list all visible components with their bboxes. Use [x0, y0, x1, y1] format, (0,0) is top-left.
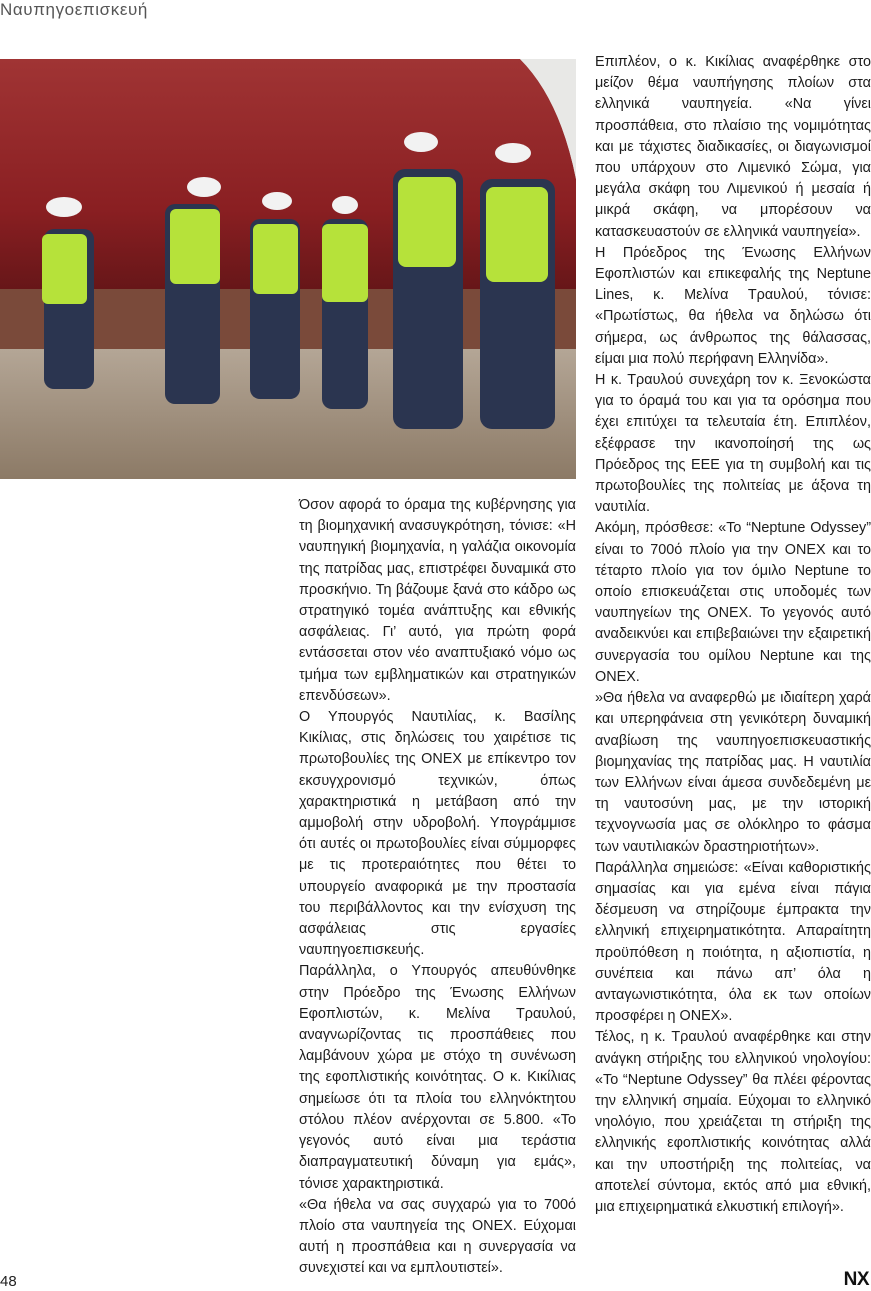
paragraph: »Θα ήθελα να αναφερθώ με ιδιαίτερη χαρά και υπερηφάνεια στη γενικότερη δυναμική αναβίωση της ναυπηγοεπισκευαστικής βιομηχανίας της πατρίδας μας. Η ναυτιλία των Ελλήνων είναι άμεσα συνδεδεμένη με τη ναυτοσύνη μας, με την ιστορική τεχνογνωσία μας σε ολόκληρο το φάσμα των ναυτιλιακών δραστηριοτήτων». — [595, 690, 871, 855]
paragraph: Επιπλέον, ο κ. Κικίλιας αναφέρθηκε στο μείζον θέμα ναυπήγησης πλοίων στα ελληνικά ναυπηγεία. «Να γίνει προσπάθεια, στο πλαίσιο της νομιμότητας και με τάχιστες διαδικασίες, οι διαγωνισμοί που υπάρχουν στο Λιμενικό Σώμα, για μεγάλα σκάφη του Λιμενικού ή μεσαία ή μικρά σκάφη, να μπορέσουν να κατασκευαστούν σε ελληνικά ναυπηγεία». — [595, 54, 871, 240]
page-number: 48 — [0, 1273, 17, 1290]
paragraph: Η κ. Τραυλού συνεχάρη τον κ. Ξενοκώστα για το όραμά του και για τα ορόσημα που έχει επιτύχει τα τελευταία έτη. Επιπλέον, εξέφρασε την ικανοποίησή της ως Πρόεδρος της ΕΕΕ για τη συμβολή και τις πρωτοβουλίες της πολιτείας με άξονα τη ναυτιλία. — [595, 372, 871, 516]
article-column-left — [299, 495, 576, 1280]
paragraph: Τέλος, η κ. Τραυλού αναφέρθηκε και στην ανάγκη στήριξης του ελληνικού νηολογίου: «Το “Neptune Odyssey” θα πλέει φέροντας την ελληνική σημαία. Εύχομαι το ελληνικό νηολόγιο, που χρειάζεται τη στήριξη της ελληνικής εφοπλιστικής κοινότητας αλλά και την υποστήριξη της πολιτείας, να αποτελεί σύντομα, εκτός από μια εθνική, μια επιχειρηματικά ελκυστική επιλογή». — [595, 1029, 871, 1215]
paragraph: «Θα ήθελα να σας συγχαρώ για το 700ό πλοίο στα ναυπηγεία της ONEX. Εύχομαι αυτή η προσπάθεια και η συνεργασία να συνεχιστεί και να εμπλουτιστεί». — [299, 1196, 576, 1277]
paragraph: Παράλληλα σημειώσε: «Είναι καθοριστικής σημασίας και για εμένα είναι πάγια δέσμευση να στηρίζουμε έμπρακτα την ελληνική επιχειρηματικότητα. Απαραίτητη προϋπόθεση η ποιότητα, η αξιοπιστία, η συνέπεια και πάνω απ’ όλα η ανταγωνιστικότητα, όλα εκ των οποίων προσφέρει η ONEX». — [595, 859, 871, 1025]
section-label: Ναυπηγοεπισκευή — [0, 0, 148, 19]
paragraph: Ο Υπουργός Ναυτιλίας, κ. Βασίλης Κικίλιας, στις δηλώσεις του χαιρέτισε τις πρωτοβουλίες της ONEX με επίκεντρο τον εκσυγχρονισμό τεχνικών, όπως χαρακτηριστικά η μετάβαση από την αμμοβολή στην υδροβολή. Υπογράμμισε ότι αυτές οι πρωτοβουλίες είναι σύμμορφες με τις προτεραιότητες που θέτει το υπουργείο αναφορικά με την προστασία του περιβάλλοντος και την ενίσχυση της ασφάλειας στις εργασίες ναυπηγοεπισκευής. — [299, 709, 576, 959]
article-column-right — [595, 52, 871, 1218]
paragraph: Ακόμη, πρόσθεσε: «Το “Neptune Odyssey” είναι το 700ό πλοίο για την ONEX και το τέταρτο πλοίο για τον όμιλο Neptune το οποίο επισκευάζεται στις υποδομές των ναυπηγείων της ONEX. Το γεγονός αυτό αναδεικνύει και επιβεβαιώνει την εξαιρετική συνεργασία του ομίλου Neptune και της ONEX. — [595, 520, 871, 685]
paragraph: Παράλληλα, ο Υπουργός απευθύνθηκε στην Πρόεδρο της Ένωσης Ελλήνων Εφοπλιστών, κ. Μελίνα Τραυλού, αναγνωρίζοντας τις προσπάθειες που λαμβάνουν χώρα με στόχο τη συνένωση της εφοπλιστικής κοινότητας. Ο κ. Κικίλιας σημείωσε ότι τα πλοία του ελληνόκτητου στόλου πλέον ανέρχονται σε 5.800. «Το γεγονός αυτό είναι μια τεράστια διαπραγματευτική δύναμη για εμάς», τόνισε χαρακτηριστικά. — [299, 963, 576, 1192]
shipyard-photo — [0, 59, 576, 479]
paragraph: Η Πρόεδρος της Ένωσης Ελλήνων Εφοπλιστών και επικεφαλής της Neptune Lines, κ. Μελίνα Τραυλού, τόνισε: «Πρωτίστως, θα ήθελα να δηλώσω ότι σήμερα, ως άνθρωπος της θάλασσας, είμαι μια πολύ περήφανη Ελληνίδα». — [595, 244, 871, 367]
paragraph: Όσον αφορά το όραμα της κυβέρνησης για τη βιομηχανική ανασυγκρότηση, τόνισε: «Η ναυπηγική βιομηχανία, η γαλάζια οικονομία της πατρίδας μας, επιστρέφει δυναμικά στο προσκήνιο. Τη βάζουμε ξανά στο κάδρο ως στρατηγικό τομέα ανάπτυξης και εθνικής ασφάλειας. Γι’ αυτό, για πρώτη φορά εντάσσεται στον νέο αναπτυξιακό νόμο ως τμήμα των εμβληματικών και στρατηγικών επενδύσεων». — [299, 497, 576, 704]
brand-logo: NX — [843, 1269, 869, 1290]
